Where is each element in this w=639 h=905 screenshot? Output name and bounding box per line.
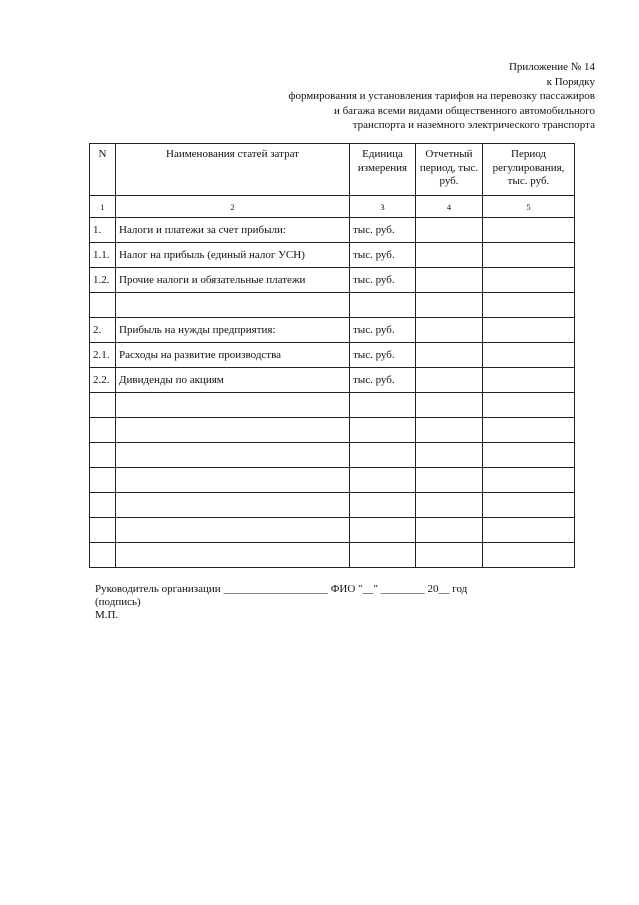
reported-period-value-cell <box>416 418 483 443</box>
header-line-appendix-number: Приложение № 14 <box>508 61 595 73</box>
reported-period-value-cell <box>416 368 483 393</box>
table-row <box>90 218 575 243</box>
unit-cell <box>350 393 416 418</box>
table-row <box>90 418 575 443</box>
row-number-cell <box>90 518 116 543</box>
cost-item-name-cell: Прочие налоги и обязательные платежи <box>116 268 350 293</box>
column-number: 4 <box>416 196 483 218</box>
header-line-to-procedure: к Порядку <box>546 75 595 88</box>
header-line-procedure-title-2: и багажа всеми видами общественного автомобильного <box>333 104 595 117</box>
unit-cell: тыс. руб. <box>350 218 416 243</box>
unit-cell <box>350 443 416 468</box>
table-row <box>90 518 575 543</box>
row-number-cell: 1.2. <box>90 268 116 293</box>
row-number-cell <box>90 418 116 443</box>
reported-period-value-cell <box>416 468 483 493</box>
unit-cell <box>350 418 416 443</box>
reported-period-value-cell <box>416 343 483 368</box>
unit-cell <box>350 293 416 318</box>
unit-cell <box>350 543 416 568</box>
regulation-period-value-cell <box>483 218 575 243</box>
unit-cell <box>350 518 416 543</box>
regulation-period-value-cell <box>483 493 575 518</box>
regulation-period-value-cell <box>483 368 575 393</box>
reported-period-value-cell <box>416 268 483 293</box>
header-cell-reported-period: Отчетный период, тыс. руб. <box>416 144 483 196</box>
regulation-period-value-cell <box>483 418 575 443</box>
table-row <box>90 393 575 418</box>
table-header-row <box>90 144 575 196</box>
regulation-period-value-cell <box>483 443 575 468</box>
table-body <box>90 196 575 568</box>
reported-period-value-cell <box>416 293 483 318</box>
reported-period-value-cell <box>416 543 483 568</box>
cost-items-table <box>89 143 575 568</box>
header-cell-unit: Единица измерения <box>350 144 416 196</box>
unit-cell: тыс. руб. <box>350 268 416 293</box>
signature-caption: (подпись) <box>95 596 141 608</box>
reported-period-value-cell <box>416 393 483 418</box>
header-cell-n: N <box>90 144 116 196</box>
cost-item-name-cell <box>116 393 350 418</box>
row-number-cell: 1.1. <box>90 243 116 268</box>
table-row <box>90 293 575 318</box>
appendix-header <box>288 60 595 133</box>
table-row <box>90 368 575 393</box>
cost-item-name-cell: Налог на прибыль (единый налог УСН) <box>116 243 350 268</box>
table-row <box>90 493 575 518</box>
regulation-period-value-cell <box>483 518 575 543</box>
unit-cell: тыс. руб. <box>350 318 416 343</box>
cost-item-name-cell: Дивиденды по акциям <box>116 368 350 393</box>
header-line-procedure-title-1: формирования и установления тарифов на перевозку пассажиров <box>288 90 595 103</box>
reported-period-value-cell <box>416 493 483 518</box>
row-number-cell: 1. <box>90 218 116 243</box>
reported-period-value-cell <box>416 318 483 343</box>
table-row <box>90 543 575 568</box>
column-number: 5 <box>483 196 575 218</box>
row-number-cell: 2.2. <box>90 368 116 393</box>
table-row <box>90 268 575 293</box>
table-row <box>90 318 575 343</box>
cost-item-name-cell <box>116 518 350 543</box>
header-cell-name: Наименования статей затрат <box>116 144 350 196</box>
cost-item-name-cell <box>116 443 350 468</box>
regulation-period-value-cell <box>483 393 575 418</box>
table-row <box>90 243 575 268</box>
unit-cell <box>350 493 416 518</box>
cost-item-name-cell <box>116 543 350 568</box>
row-number-cell: 2. <box>90 318 116 343</box>
header-line-procedure-title-3: транспорта и наземного электрического транспорта <box>352 119 595 132</box>
row-number-cell <box>90 468 116 493</box>
regulation-period-value-cell <box>483 343 575 368</box>
unit-cell: тыс. руб. <box>350 368 416 393</box>
row-number-cell <box>90 493 116 518</box>
unit-cell: тыс. руб. <box>350 343 416 368</box>
cost-item-name-cell: Налоги и платежи за счет прибыли: <box>116 218 350 243</box>
row-number-cell <box>90 543 116 568</box>
table-row <box>90 468 575 493</box>
column-number: 3 <box>350 196 416 218</box>
regulation-period-value-cell <box>483 468 575 493</box>
column-number: 1 <box>90 196 116 218</box>
reported-period-value-cell <box>416 518 483 543</box>
cost-item-name-cell <box>116 493 350 518</box>
regulation-period-value-cell <box>483 293 575 318</box>
table-row <box>90 443 575 468</box>
regulation-period-value-cell <box>483 243 575 268</box>
cost-item-name-cell: Расходы на развитие производства <box>116 343 350 368</box>
column-number-row <box>90 196 575 218</box>
regulation-period-value-cell <box>483 543 575 568</box>
regulation-period-value-cell <box>483 318 575 343</box>
row-number-cell <box>90 293 116 318</box>
cost-item-name-cell <box>116 468 350 493</box>
header-cell-regulation-period: Период регулирования, тыс. руб. <box>483 144 575 196</box>
column-number: 2 <box>116 196 350 218</box>
cost-item-name-cell: Прибыль на нужды предприятия: <box>116 318 350 343</box>
signature-line: Руководитель организации ___________________ ФИО "__" ________ 20__ год <box>95 583 468 595</box>
regulation-period-value-cell <box>483 268 575 293</box>
reported-period-value-cell <box>416 443 483 468</box>
cost-item-name-cell <box>116 293 350 318</box>
reported-period-value-cell <box>416 243 483 268</box>
table-row <box>90 343 575 368</box>
reported-period-value-cell <box>416 218 483 243</box>
cost-item-name-cell <box>116 418 350 443</box>
row-number-cell <box>90 393 116 418</box>
row-number-cell: 2.1. <box>90 343 116 368</box>
signature-block <box>95 583 467 622</box>
seal-placeholder: М.П. <box>95 609 119 621</box>
row-number-cell <box>90 443 116 468</box>
unit-cell: тыс. руб. <box>350 243 416 268</box>
unit-cell <box>350 468 416 493</box>
